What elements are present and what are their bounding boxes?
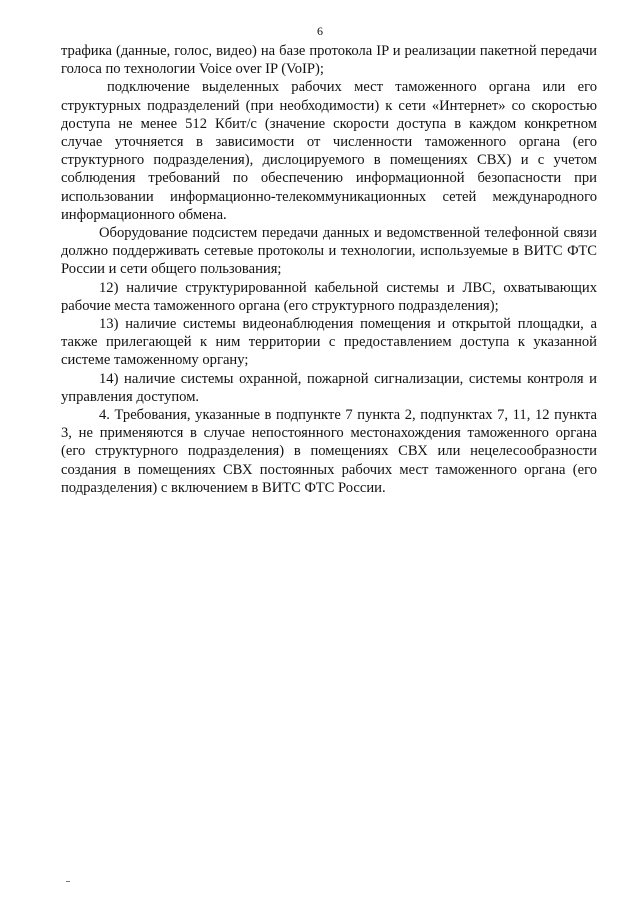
paragraph-item-12: 12) наличие структурированной кабельной системы и ЛВС, охватывающих рабочие места таможенного органа (его структурного подразделения);	[61, 279, 597, 314]
paragraph-item-14: 14) наличие системы охранной, пожарной сигнализации, системы контроля и управления доступом.	[61, 370, 597, 405]
paragraph-internet-connection: подключение выделенных рабочих мест таможенного органа или его структурных подразделений (при необходимости) к сети «Интернет» со скоростью доступа не менее 512 Кбит/с (значение скорости доступа в каждом конкретном случае уточняется в зависимости от численности таможенного органа (его структурного подразделения), дислоцируемого в помещениях СВХ) и с учетом соблюдения требований по обеспечению информационной безопасности при использовании информационно-телекоммуникационных сетей международного информационного обмена.	[61, 79, 597, 223]
paragraph-equipment: Оборудование подсистем передачи данных и ведомственной телефонной связи должно поддерживать сетевые протоколы и технологии, используемые в ВИТС ФТС России и сети общего пользования;	[61, 225, 597, 278]
page-number: 6	[317, 24, 323, 38]
paragraph-traffic: трафика (данные, голос, видео) на базе протокола IP и реализации пакетной передачи голоса по технологии Voice over IP (VoIP);	[61, 43, 597, 78]
paragraph-item-13: 13) наличие системы видеонаблюдения помещения и открытой площадки, а также прилегающей к ним территории с предоставлением доступа к указанной системе таможенному органу;	[61, 316, 597, 369]
scan-mark	[66, 881, 70, 882]
paragraph-section-4: 4. Требования, указанные в подпункте 7 пункта 2, подпунктах 7, 11, 12 пункта 3, не применяются в случае непостоянного местонахождения таможенного органа (его структурного подразделения) в помещениях СВХ или нецелесообразности создания в помещениях СВХ постоянных рабочих мест таможенного органа (его подразделения) с включением в ВИТС ФТС России.	[61, 407, 597, 496]
document-body	[61, 42, 597, 497]
